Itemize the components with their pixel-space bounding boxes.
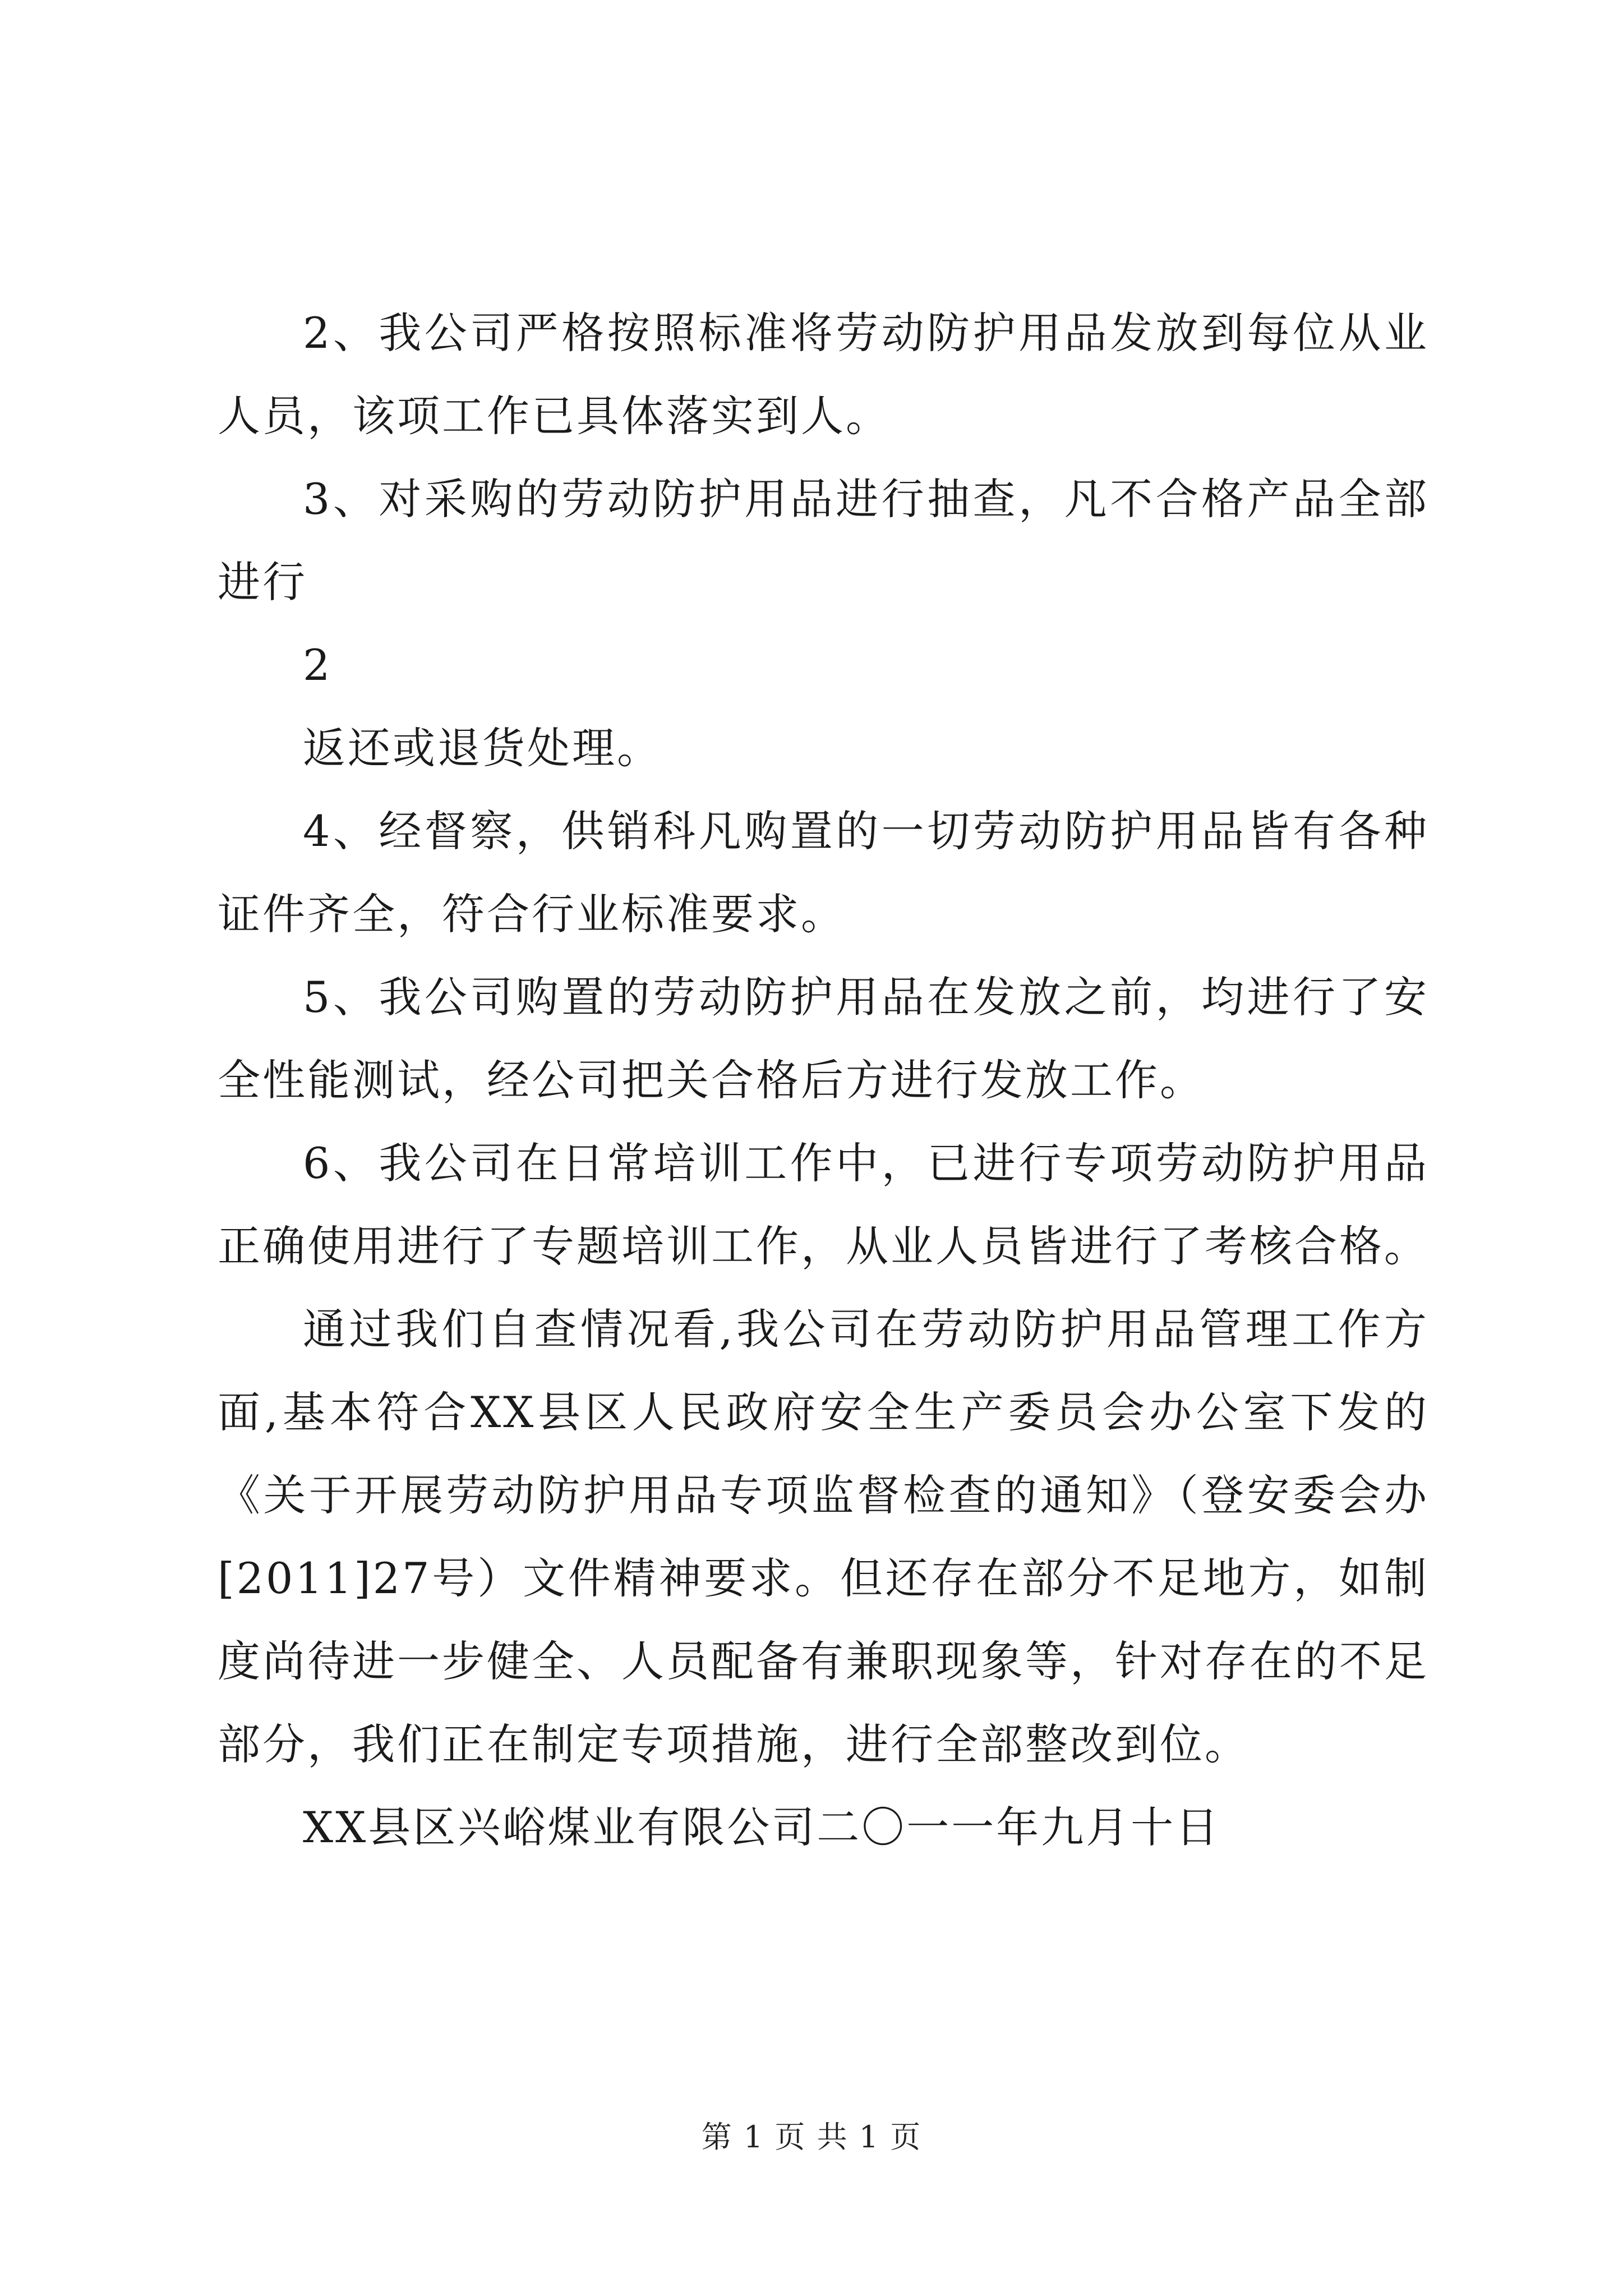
page-footer: 第 1 页 共 1 页 bbox=[701, 2119, 922, 2155]
paragraph-item-4: 4、经督察，供销科凡购置的一切劳动防护用品皆有各种证件齐全，符合行业标准要求。 bbox=[218, 806, 1429, 939]
paragraph-item-3-continued: 返还或退货处理。 bbox=[303, 723, 662, 773]
document-body bbox=[218, 292, 1429, 1869]
signature-line: XX县区兴峪煤业有限公司二〇一一年九月十日 bbox=[303, 1802, 1221, 1852]
paragraph-item-5: 5、我公司购置的劳动防护用品在发放之前，均进行了安全性能测试，经公司把关合格后方进行发放工作。 bbox=[218, 972, 1429, 1105]
paragraph-item-2: 2、我公司严格按照标准将劳动防护用品发放到每位从业人员，该项工作已具体落实到人。 bbox=[218, 308, 1429, 441]
paragraph-summary: 通过我们自查情况看,我公司在劳动防护用品管理工作方面,基本符合XX县区人民政府安全生产委员会办公室下发的《关于开展劳动防护用品专项监督检查的通知》（登安委会办[2011]27号）文件精神要求。但还存在部分不足地方，如制度尚待进一步健全、人员配备有兼职现象等，针对存在的不足部分，我们正在制定专项措施，进行全部整改到位。 bbox=[218, 1304, 1429, 1769]
paragraph-item-6: 6、我公司在日常培训工作中，已进行专项劳动防护用品正确使用进行了专题培训工作，从业人员皆进行了考核合格。 bbox=[218, 1138, 1429, 1271]
inline-page-number: 2 bbox=[303, 640, 333, 690]
paragraph-item-3: 3、对采购的劳动防护用品进行抽查，凡不合格产品全部进行 bbox=[218, 474, 1429, 607]
